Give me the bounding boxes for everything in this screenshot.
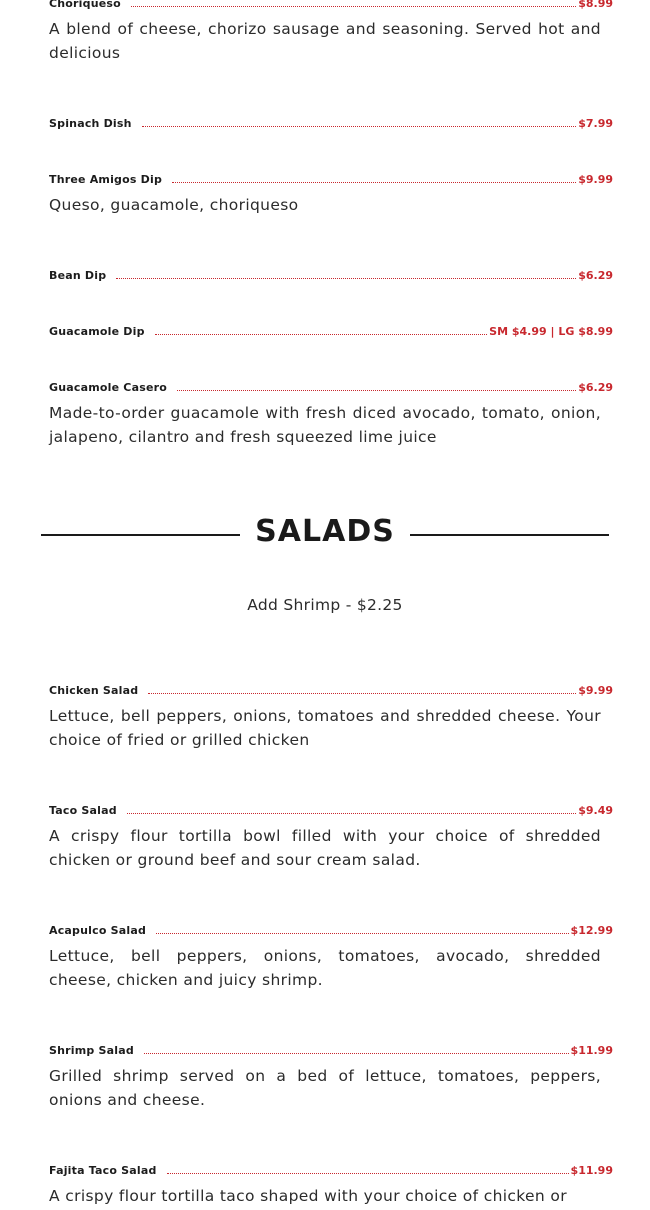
menu-item-name: Shrimp Salad — [49, 1044, 134, 1057]
menu-item-guacamole-casero — [49, 379, 613, 449]
menu-item-price: $9.99 — [578, 684, 613, 697]
menu-item-name: Bean Dip — [49, 269, 107, 282]
menu-item-description: Lettuce, bell peppers, onions, tomatoes and shredded cheese. Your choice of fried or grilled chicken — [49, 707, 601, 749]
menu-item-choriqueso — [49, 0, 613, 65]
menu-item-price: $7.99 — [578, 117, 613, 130]
menu-item-header — [49, 379, 613, 395]
menu-item-header — [49, 323, 613, 339]
menu-item-acapulco-salad — [49, 922, 613, 992]
menu-item-price: $9.99 — [578, 173, 613, 186]
menu-item-description: A crispy flour tortilla bowl filled with your choice of shredded chicken or ground beef and sour cream salad. — [49, 827, 601, 869]
menu-item-name: Acapulco Salad — [49, 924, 147, 937]
menu-item-description: Grilled shrimp served on a bed of lettuce, tomatoes, peppers, onions and cheese. — [49, 1067, 601, 1109]
menu-item-name: Chicken Salad — [49, 684, 139, 697]
menu-item-price: SM $4.99 | LG $8.99 — [489, 325, 613, 338]
menu-item-header — [49, 1042, 613, 1058]
menu-item-price: $6.29 — [578, 269, 613, 282]
section-divider-right — [410, 534, 609, 536]
menu-item-name: Fajita Taco Salad — [49, 1164, 157, 1177]
menu-item-header — [49, 682, 613, 698]
section-title-salads: SALADS — [255, 514, 395, 549]
menu-item-price: $12.99 — [570, 924, 613, 937]
menu-item-price: $6.29 — [578, 381, 613, 394]
menu-item-name: Choriqueso — [49, 0, 121, 10]
menu-item-three-amigos-dip — [49, 171, 613, 217]
menu-item-name: Three Amigos Dip — [49, 173, 163, 186]
menu-item-header — [49, 171, 613, 187]
menu-item-name: Guacamole Casero — [49, 381, 167, 394]
menu-item-header — [49, 1162, 613, 1178]
menu-item-fajita-taco-salad — [49, 1162, 613, 1208]
menu-item-name: Taco Salad — [49, 804, 117, 817]
dotted-leader — [142, 126, 577, 127]
menu-item-description: Made-to-order guacamole with fresh diced avocado, tomato, onion, jalapeno, cilantro and fresh squeezed lime juice — [49, 404, 601, 446]
menu-item-description: A crispy flour tortilla taco shaped with your choice of chicken or — [49, 1187, 567, 1205]
menu-item-price: $11.99 — [570, 1044, 613, 1057]
dotted-leader — [172, 182, 576, 183]
dotted-leader — [155, 334, 487, 335]
menu-item-header — [49, 802, 613, 818]
section-note: Add Shrimp - $2.25 — [247, 596, 403, 614]
menu-item-price: $9.49 — [578, 804, 613, 817]
dotted-leader — [131, 6, 576, 7]
menu-item-spinach-dish — [49, 115, 613, 131]
menu-item-taco-salad — [49, 802, 613, 872]
dotted-leader — [127, 813, 576, 814]
menu-item-header — [49, 267, 613, 283]
menu-item-header — [49, 922, 613, 938]
menu-item-name: Guacamole Dip — [49, 325, 145, 338]
menu-item-price: $8.99 — [578, 0, 613, 10]
menu-item-shrimp-salad — [49, 1042, 613, 1112]
menu-item-description: A blend of cheese, chorizo sausage and seasoning. Served hot and delicious — [49, 20, 601, 62]
menu-item-bean-dip — [49, 267, 613, 283]
dotted-leader — [148, 693, 576, 694]
menu-item-price: $11.99 — [570, 1164, 613, 1177]
dotted-leader — [116, 278, 576, 279]
dotted-leader — [144, 1053, 569, 1054]
dotted-leader — [177, 390, 576, 391]
dotted-leader — [167, 1173, 569, 1174]
dotted-leader — [156, 933, 568, 934]
menu-item-description: Lettuce, bell peppers, onions, tomatoes, avocado, shredded cheese, chicken and juicy shrimp. — [49, 947, 601, 989]
menu-item-name: Spinach Dish — [49, 117, 132, 130]
menu-item-header — [49, 115, 613, 131]
menu-item-chicken-salad — [49, 682, 613, 752]
menu-item-header — [49, 0, 613, 11]
menu-item-guacamole-dip — [49, 323, 613, 339]
menu-item-description: Queso, guacamole, choriqueso — [49, 196, 299, 214]
